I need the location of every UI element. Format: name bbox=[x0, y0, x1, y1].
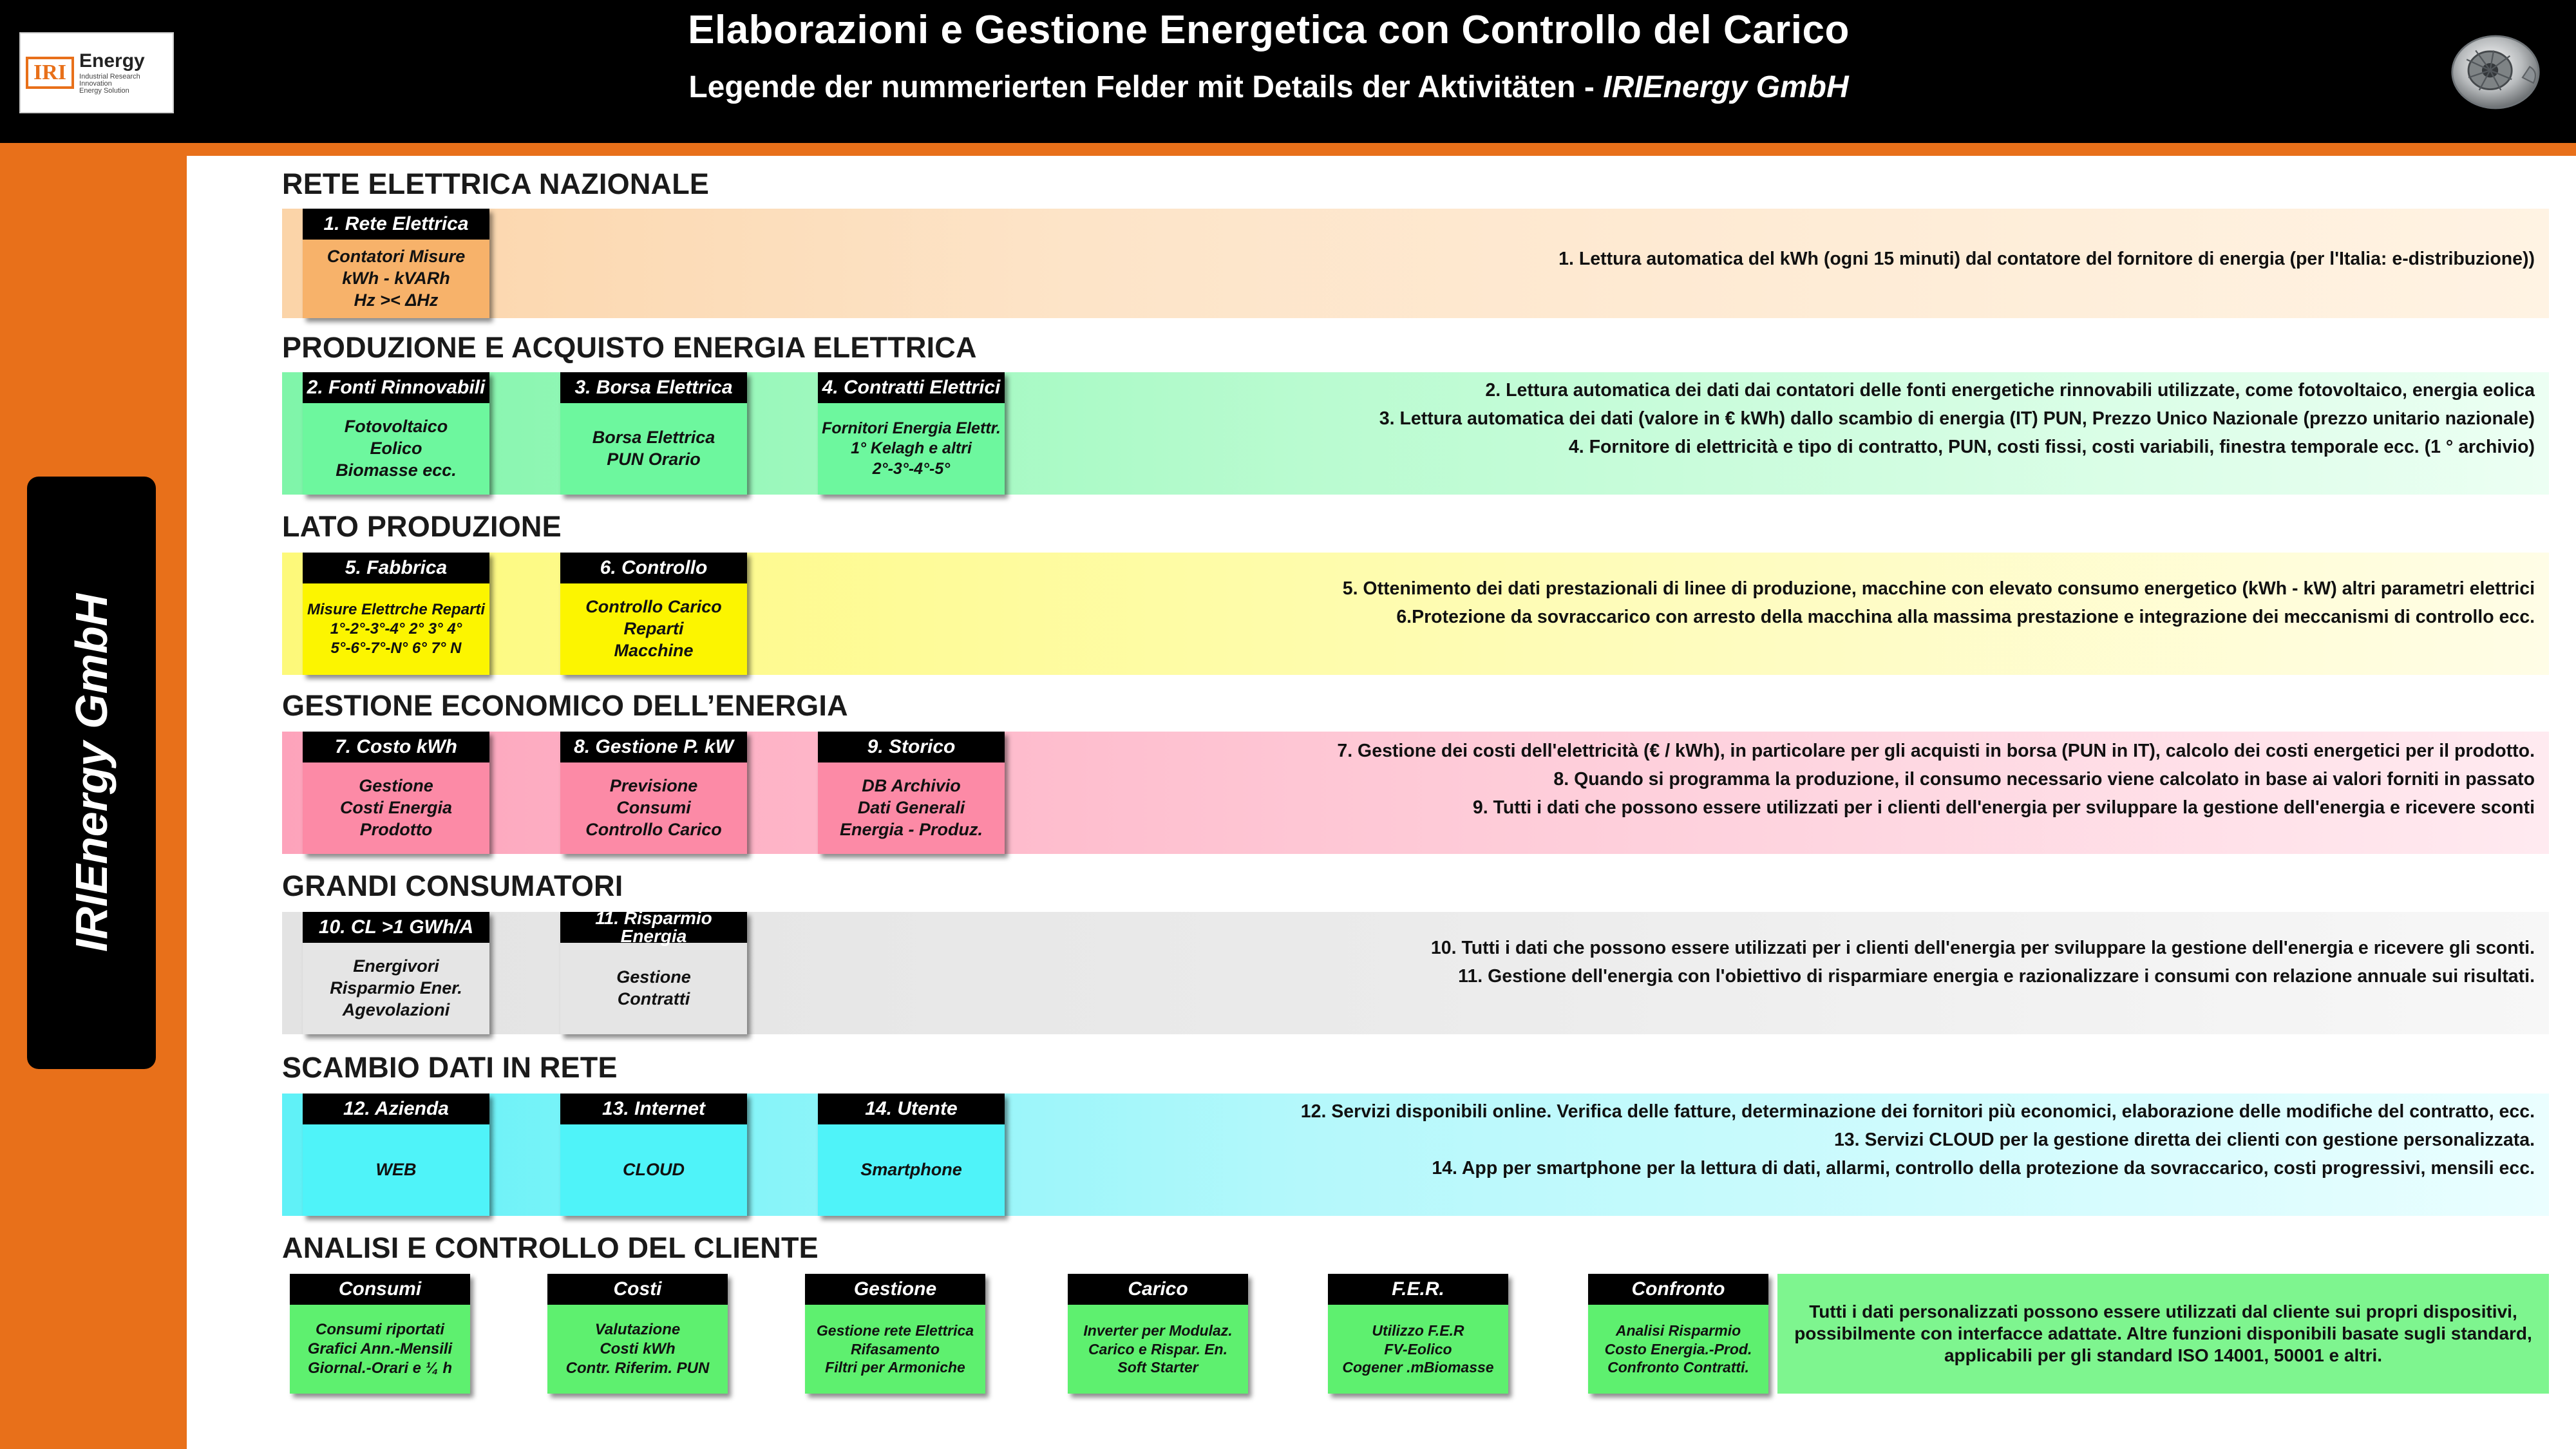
box-caption: 5. Fabbrica bbox=[303, 553, 489, 583]
box-caption: Confronto bbox=[1588, 1274, 1768, 1305]
box-body bbox=[560, 943, 747, 1034]
box-line: Inverter per Modulaz. bbox=[1083, 1321, 1233, 1339]
box-6-controllo[interactable] bbox=[560, 553, 747, 675]
box-line: Giornal.-Orari e ¼ h bbox=[307, 1359, 453, 1377]
box-2-fonti-rinnovabili[interactable] bbox=[303, 372, 489, 495]
box-body bbox=[303, 943, 489, 1034]
box-line: Prodotto bbox=[359, 819, 433, 839]
box-line: Costi kWh bbox=[600, 1340, 676, 1358]
box-body bbox=[560, 403, 747, 495]
box-body bbox=[303, 1124, 489, 1216]
box-line: Filtri per Armoniche bbox=[825, 1359, 965, 1376]
box-caption: 6. Controllo bbox=[560, 553, 747, 583]
box-line: Costi Energia bbox=[339, 798, 453, 818]
section-descriptions bbox=[1005, 1103, 2549, 1179]
box-caption: 3. Borsa Elettrica bbox=[560, 372, 747, 403]
description-line: 12. Servizi disponibili online. Verifica delle fatture, determinazione dei fornitori più economici, elaborazione delle modifiche del contratto, ecc. bbox=[1300, 1101, 2535, 1122]
description-line: 6.Protezione da sovraccarico con arresto della macchina alla massima prestazione e integrazione dei meccanismi di controllo ecc. bbox=[1396, 606, 2535, 627]
box-line: kWh - kVARh bbox=[342, 269, 450, 289]
box-5-fabbrica[interactable] bbox=[303, 553, 489, 675]
description-line: 14. App per smartphone per la lettura di dati, allarmi, controllo della protezione da sovraccarico, costi progressivi, mensili ecc. bbox=[1432, 1157, 2535, 1179]
description-line: 10. Tutti i dati che possono essere utilizzati per i clienti dell'energia per sviluppare la gestione dell'energia e ricevere gli sconti. bbox=[1430, 938, 2535, 958]
logo-name: Energy bbox=[79, 50, 145, 71]
box-line: Grafici Ann.-Mensili bbox=[307, 1340, 453, 1358]
box-fer[interactable] bbox=[1328, 1274, 1508, 1394]
description-line: 3. Lettura automatica dei dati (valore in € kWh) dallo scambio di energia (IT) PUN, Prezzo Unico Nazionale (prezzo unitario nazionale) bbox=[1379, 408, 2535, 429]
box-line: Rifasamento bbox=[850, 1340, 940, 1358]
section-title: SCAMBIO DATI IN RETE bbox=[282, 1051, 618, 1084]
box-line: Macchine bbox=[614, 640, 694, 660]
box-9-storico[interactable] bbox=[818, 732, 1005, 854]
box-14-utente[interactable] bbox=[818, 1094, 1005, 1216]
box-body bbox=[290, 1305, 470, 1394]
section-descriptions bbox=[1777, 1274, 2549, 1394]
box-caption: 12. Azienda bbox=[303, 1094, 489, 1124]
section-title: PRODUZIONE E ACQUISTO ENERGIA ELETTRICA bbox=[282, 331, 977, 364]
box-line: Gestione bbox=[616, 967, 691, 987]
box-line: Hz >< ΔHz bbox=[354, 290, 439, 310]
box-line: WEB bbox=[375, 1160, 417, 1180]
box-caption: Costi bbox=[547, 1274, 728, 1305]
box-line: Contr. Riferim. PUN bbox=[565, 1359, 710, 1377]
section-title: RETE ELETTRICA NAZIONALE bbox=[282, 167, 710, 200]
box-line: Confronto Contratti. bbox=[1607, 1359, 1749, 1376]
section-title: LATO PRODUZIONE bbox=[282, 510, 562, 543]
box-confronto[interactable] bbox=[1588, 1274, 1768, 1394]
box-caption: 14. Utente bbox=[818, 1094, 1005, 1124]
box-10-cl-gwh[interactable] bbox=[303, 912, 489, 1034]
box-body bbox=[1588, 1305, 1768, 1394]
box-line: Consumi bbox=[616, 798, 691, 818]
box-caption: Consumi bbox=[290, 1274, 470, 1305]
box-line: Dati Generali bbox=[857, 798, 965, 818]
description-line: 8. Quando si programma la produzione, il consumo necessario viene calcolato in base ai valori forniti in passato bbox=[1553, 768, 2535, 790]
box-line: PUN Orario bbox=[607, 450, 701, 469]
box-body bbox=[805, 1305, 985, 1394]
box-caption: 4. Contratti Elettrici bbox=[818, 372, 1005, 403]
box-line: Fornitori Energia Elettr. bbox=[822, 419, 1001, 438]
box-caption: 1. Rete Elettrica bbox=[303, 209, 489, 240]
box-body bbox=[303, 240, 489, 318]
box-line: Utilizzo F.E.R bbox=[1372, 1321, 1464, 1339]
box-line: Soft Starter bbox=[1117, 1359, 1198, 1376]
page-subtitle-company: IRIEnergy GmbH bbox=[1603, 70, 1849, 104]
box-line: Energia - Produz. bbox=[839, 819, 983, 839]
box-line: Costo Energia.-Prod. bbox=[1604, 1340, 1752, 1358]
logo-mark: IRI bbox=[26, 57, 74, 89]
box-caption: 9. Storico bbox=[818, 732, 1005, 762]
box-13-internet[interactable] bbox=[560, 1094, 747, 1216]
box-body bbox=[303, 403, 489, 495]
box-line: Biomasse ecc. bbox=[336, 460, 457, 480]
box-caption: 11. Risparmio Energia bbox=[560, 912, 747, 943]
box-body bbox=[303, 762, 489, 854]
box-line: Consumi riportati bbox=[315, 1321, 444, 1338]
box-line: Fotovoltaico bbox=[344, 417, 448, 437]
box-body bbox=[818, 762, 1005, 854]
box-line: Borsa Elettrica bbox=[592, 428, 715, 448]
box-line: Eolico bbox=[370, 439, 422, 459]
section-title: GESTIONE ECONOMICO DELL’ENERGIA bbox=[282, 689, 848, 722]
box-line: Contatori Misure bbox=[327, 247, 466, 267]
box-line: Smartphone bbox=[860, 1160, 962, 1180]
turbine-icon bbox=[2447, 27, 2544, 117]
box-costi[interactable] bbox=[547, 1274, 728, 1394]
box-body bbox=[303, 583, 489, 675]
box-line: Agevolazioni bbox=[342, 999, 450, 1019]
box-line: 1° Kelagh e altri bbox=[851, 439, 972, 458]
box-body bbox=[1328, 1305, 1508, 1394]
box-carico[interactable] bbox=[1068, 1274, 1248, 1394]
box-body bbox=[1068, 1305, 1248, 1394]
description-line: 5. Ottenimento dei dati prestazionali di linee di produzione, macchine con elevato consumo energetico (kWh - kW) altri parametri elettrici bbox=[1342, 578, 2535, 599]
box-body bbox=[560, 762, 747, 854]
box-line: 2°-3°-4°-5° bbox=[872, 459, 951, 478]
box-line: Gestione rete Elettrica bbox=[816, 1321, 974, 1339]
section-descriptions bbox=[818, 580, 2549, 627]
box-line: Risparmio Ener. bbox=[330, 978, 462, 998]
box-line: Previsione bbox=[609, 776, 698, 796]
page-header bbox=[0, 0, 2576, 143]
logo-tagline-1: Industrial Research Innovation bbox=[79, 72, 140, 88]
box-body bbox=[547, 1305, 728, 1394]
box-line: Contratti bbox=[617, 989, 690, 1009]
box-caption: Gestione bbox=[805, 1274, 985, 1305]
box-4-contratti-elettrici[interactable] bbox=[818, 372, 1005, 495]
page-title: Elaborazioni e Gestione Energetica con Controllo del Carico bbox=[688, 8, 1850, 52]
box-line: CLOUD bbox=[623, 1160, 685, 1180]
box-body bbox=[818, 403, 1005, 495]
description-line: Tutti i dati personalizzati possono essere utilizzati dal cliente sui propri dispositivi, possibilmente con interfacce adattate. Altre funzioni disponibili basate sugli standard, applicabili per gli standard ISO 14001, 50001 e altri. bbox=[1794, 1301, 2532, 1366]
box-line: Carico e Rispar. En. bbox=[1088, 1340, 1227, 1358]
brand-vertical-label bbox=[27, 477, 156, 1069]
description-line: 4. Fornitore di elettricità e tipo di contratto, PUN, costi fissi, costi variabili, finestra temporale ecc. (1 ° archivio) bbox=[1568, 436, 2535, 457]
box-line: Reparti bbox=[623, 619, 684, 639]
box-line: Gestione bbox=[359, 776, 433, 796]
box-line: Controllo Carico bbox=[585, 819, 722, 839]
box-11-risparmio-energia[interactable] bbox=[560, 908, 747, 1034]
box-consumi[interactable] bbox=[290, 1274, 470, 1394]
box-caption: 2. Fonti Rinnovabili bbox=[303, 372, 489, 403]
description-line: 1. Lettura automatica del kWh (ogni 15 minuti) dal contatore del fornitore di energia (per l'Italia: e-distribuzione)) bbox=[1558, 249, 2535, 269]
section-descriptions bbox=[895, 939, 2549, 987]
brand-vertical-text: IRIEnergy GmbH bbox=[66, 593, 117, 952]
box-caption: Carico bbox=[1068, 1274, 1248, 1305]
accent-strip bbox=[0, 143, 2576, 156]
section-title: GRANDI CONSUMATORI bbox=[282, 869, 623, 902]
box-8-gestione-p-kw[interactable] bbox=[560, 732, 747, 854]
description-line: 13. Servizi CLOUD per la gestione diretta dei clienti con gestione personalizzata. bbox=[1833, 1129, 2535, 1150]
box-caption: 13. Internet bbox=[560, 1094, 747, 1124]
description-line: 2. Lettura automatica dei dati dai contatori delle fonti energetiche rinnovabili utilizzate, come fotovoltaico, energia eolica bbox=[1485, 380, 2535, 401]
box-line: Cogener .mBiomasse bbox=[1342, 1359, 1494, 1376]
box-caption: 7. Costo kWh bbox=[303, 732, 489, 762]
section-descriptions bbox=[1024, 381, 2549, 457]
box-line: Analisi Risparmio bbox=[1615, 1321, 1741, 1339]
box-caption: 10. CL >1 GWh/A bbox=[303, 912, 489, 943]
box-line: Misure Elettrche Reparti bbox=[307, 601, 486, 618]
box-line: FV-Eolico bbox=[1384, 1340, 1452, 1358]
description-line: 7. Gestione dei costi dell'elettricità (€ / kWh), in particolare per gli acquisti in borsa (PUN in IT), calcolo dei costi energetici per il prodotto. bbox=[1337, 741, 2535, 761]
company-logo bbox=[19, 32, 174, 113]
box-1-rete-elettrica[interactable] bbox=[303, 209, 489, 318]
box-7-costo-kwh[interactable] bbox=[303, 732, 489, 854]
section-descriptions bbox=[1024, 742, 2549, 818]
box-line: 1°-2°-3°-4° 2° 3° 4° bbox=[330, 620, 462, 638]
box-3-borsa-elettrica[interactable] bbox=[560, 372, 747, 495]
logo-tagline-2: Energy Solution bbox=[79, 86, 129, 95]
description-line: 9. Tutti i dati che possono essere utilizzati per i clienti dell'energia per sviluppare la gestione dell'energia e ricevere sconti bbox=[1472, 797, 2535, 818]
box-gestione[interactable] bbox=[805, 1274, 985, 1394]
box-line: Valutazione bbox=[594, 1321, 681, 1338]
section-descriptions bbox=[831, 250, 2549, 269]
box-caption: F.E.R. bbox=[1328, 1274, 1508, 1305]
box-line: Energivori bbox=[353, 956, 439, 976]
box-caption: 8. Gestione P. kW bbox=[560, 732, 747, 762]
section-title: ANALISI E CONTROLLO DEL CLIENTE bbox=[282, 1231, 819, 1264]
description-line: 11. Gestione dell'energia con l'obiettivo di risparmiare energia e razionalizzare i consumi con relazione annuale sui risultati. bbox=[1458, 965, 2535, 987]
box-line: DB Archivio bbox=[862, 776, 961, 796]
box-body bbox=[818, 1124, 1005, 1216]
page-subtitle bbox=[167, 70, 2370, 105]
box-12-azienda[interactable] bbox=[303, 1094, 489, 1216]
box-body bbox=[560, 583, 747, 675]
box-line: 5°-6°-7°-N° 6° 7° N bbox=[330, 639, 462, 657]
box-line: Controllo Carico bbox=[585, 597, 722, 617]
box-body bbox=[560, 1124, 747, 1216]
diagram-content bbox=[187, 156, 2576, 1449]
page-subtitle-text: Legende der nummerierten Felder mit Details der Aktivitäten - bbox=[688, 70, 1604, 104]
